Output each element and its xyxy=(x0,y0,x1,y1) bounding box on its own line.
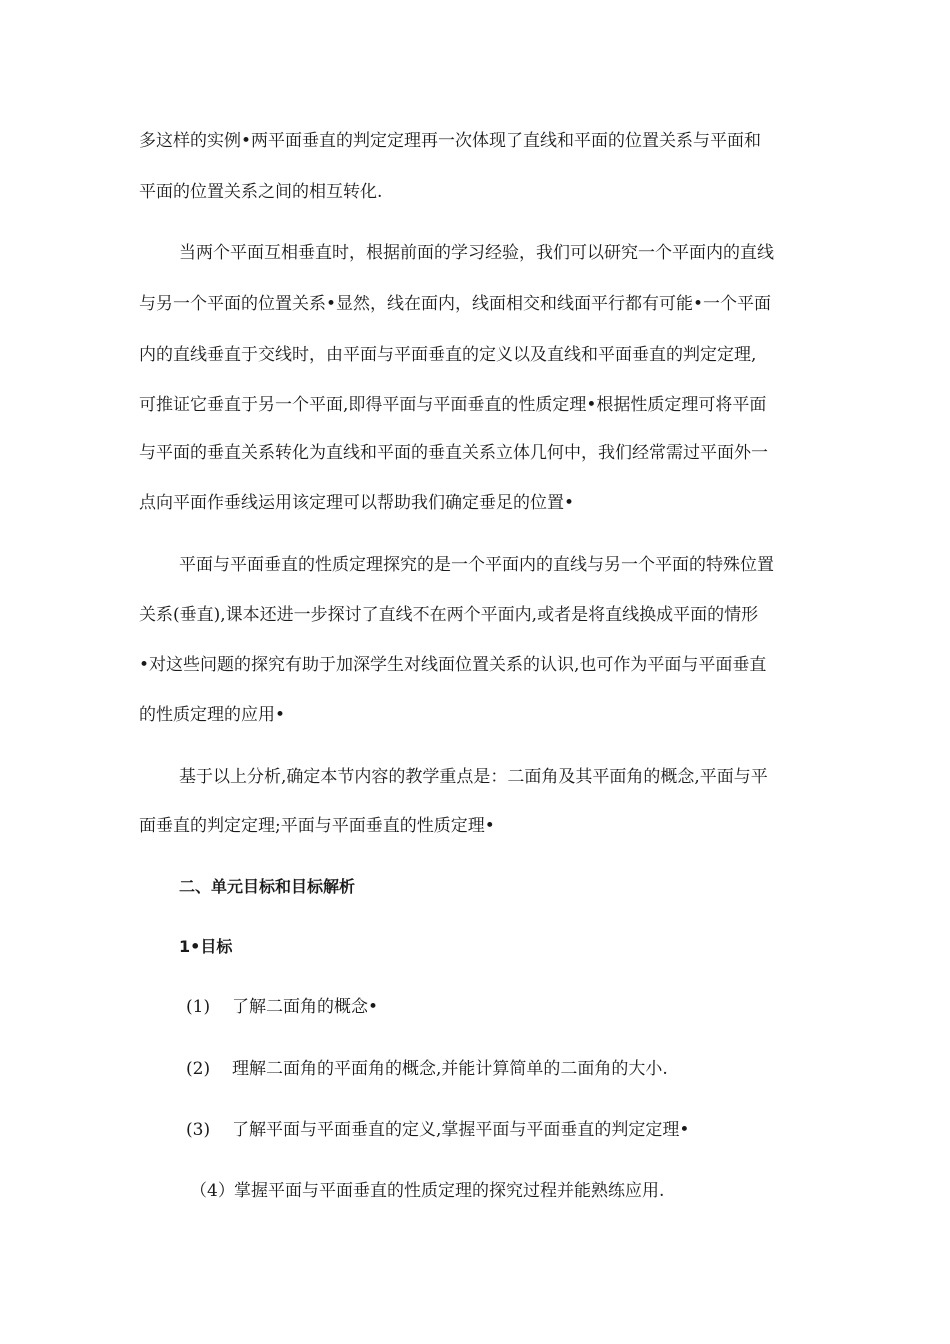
paragraph-line: 平面与平面垂直的性质定理探究的是一个平面内的直线与另一个平面的特殊位置 xyxy=(179,555,774,575)
objective-item xyxy=(186,1058,866,1080)
objective-text: 了解平面与平面垂直的定义,掌握平面与平面垂直的判定定理• xyxy=(232,1120,690,1140)
subsection-heading: 1•目标 xyxy=(179,937,233,956)
objective-number: (3) xyxy=(186,1120,211,1140)
objective-item xyxy=(186,996,866,1018)
paragraph-line: •对这些问题的探究有助于加深学生对线面位置关系的认识,也可作为平面与平面垂直 xyxy=(139,655,767,675)
objective-number: (2) xyxy=(186,1059,211,1079)
objective-text: 理解二面角的平面角的概念,并能计算简单的二面角的大小. xyxy=(232,1059,668,1079)
paragraph-line: 面垂直的判定定理;平面与平面垂直的性质定理• xyxy=(139,816,495,836)
paragraph-line: 与另一个平面的位置关系•显然，线在面内，线面相交和线面平行都有可能•一个平面 xyxy=(139,294,772,314)
objective-number: （4） xyxy=(190,1181,235,1201)
objective-text: 了解二面角的概念• xyxy=(232,997,379,1017)
paragraph-line: 可推证它垂直于另一个平面,即得平面与平面垂直的性质定理•根据性质定理可将平面 xyxy=(139,395,767,415)
objective-item xyxy=(186,1119,866,1141)
paragraph-line: 内的直线垂直于交线时，由平面与平面垂直的定义以及直线和平面垂直的判定定理, xyxy=(139,345,757,365)
paragraph-line: 的性质定理的应用• xyxy=(139,705,286,725)
paragraph-line: 平面的位置关系之间的相互转化. xyxy=(139,182,383,202)
paragraph-line: 当两个平面互相垂直时，根据前面的学习经验，我们可以研究一个平面内的直线 xyxy=(179,243,774,263)
paragraph-line: 多这样的实例•两平面垂直的判定定理再一次体现了直线和平面的位置关系与平面和 xyxy=(139,131,762,151)
objective-item xyxy=(190,1180,870,1202)
paragraph-line: 与平面的垂直关系转化为直线和平面的垂直关系立体几何中，我们经常需过平面外一 xyxy=(139,443,768,463)
section-heading: 二、单元目标和目标解析 xyxy=(179,877,356,896)
objective-text: 掌握平面与平面垂直的性质定理的探究过程并能熟练应用. xyxy=(234,1181,665,1201)
paragraph-line: 关系(垂直),课本还进一步探讨了直线不在两个平面内,或者是将直线换成平面的情形 xyxy=(139,605,759,625)
paragraph-line: 点向平面作垂线运用该定理可以帮助我们确定垂足的位置• xyxy=(139,493,575,513)
objective-number: (1) xyxy=(186,997,211,1017)
paragraph-line: 基于以上分析,确定本节内容的教学重点是：二面角及其平面角的概念,平面与平 xyxy=(179,767,768,787)
